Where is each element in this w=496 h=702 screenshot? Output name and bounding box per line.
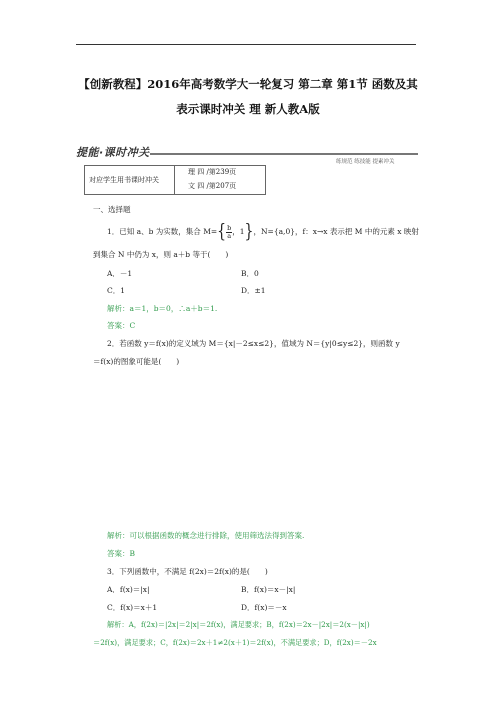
q3-analysis-line2: ＝2f(x)，满足要求；C，f(2x)＝2x＋1≠2(x＋1)＝2f(x)，不满足要求；D，f(2x)＝－2x [93, 638, 377, 647]
q1-analysis: 解析：a＝1，b＝0，∴a＋b＝1. [107, 304, 218, 313]
q2-stem-line1: 2．若函数 y＝f(x)的定义域为 M＝{x|－2≤x≤2}，值域为 N＝{y|0≤y≤2}，则函数 y [107, 339, 400, 348]
q2-stem-line2: ＝f(x)的图象可能是( ) [93, 357, 180, 366]
q3-analysis-line1: 解析：A，f(2x)＝|2x|＝2|x|＝2f(x)，满足要求；B，f(2x)＝2x－|2x|＝2(x－|x|) [107, 620, 370, 629]
q1-option-c: C．1 [107, 286, 126, 295]
info-box-row-li: 理 四 /第239页 [188, 168, 237, 176]
q1-stem-c: ，N={a,0}，f：x→x 表示把 M 中的元素 x 映射 [253, 227, 419, 236]
q3-option-c: C．f(x)＝x＋1 [107, 603, 158, 612]
q3-option-d: D．f(x)＝－x [241, 603, 287, 612]
q1-option-b: B．0 [241, 269, 259, 278]
q1-stem-a: 1．已知 a、b 为实数，集合 M= [107, 227, 218, 236]
q3-option-a: A．f(x)＝|x| [107, 585, 150, 594]
q2-figure-area [93, 372, 423, 522]
q1-stem-b: ，1 [232, 227, 245, 236]
set-brace-left: { [217, 221, 227, 243]
section-heading: 一、选择题 [93, 205, 131, 214]
q1-frac-den: a [227, 231, 232, 240]
q1-answer: 答案：C [107, 321, 136, 330]
q1-option-a: A．－1 [107, 269, 133, 278]
banner-rule [150, 153, 418, 155]
q1-stem-line1 [107, 221, 419, 243]
q1-option-d: D．±1 [241, 286, 266, 295]
banner-subtitle: 练规范 练技能 提素冲关 [336, 159, 395, 165]
info-box-row-wen: 文 四 /第207页 [188, 182, 237, 190]
q2-answer: 答案：B [107, 549, 136, 558]
banner-title: 提能·课时冲关 [76, 146, 150, 159]
q3-option-b: B．f(x)＝x－|x| [241, 585, 296, 594]
info-box-divider [174, 165, 175, 195]
q1-stem-line2: 到集合 N 中仍为 x，则 a＋b 等于( ) [93, 250, 229, 259]
set-brace-right: } [244, 221, 254, 243]
info-box-label: 对应学生用书课时冲关 [89, 176, 159, 184]
document-title-line1: 【创新教程】2016年高考数学大一轮复习 第二章 第1节 函数及其 [78, 77, 418, 91]
q3-stem: 3．下列函数中，不满足 f(2x)＝2f(x)的是( ) [107, 567, 268, 576]
q2-analysis: 解析：可以根据函数的概念进行排除，使用筛选法得到答案. [107, 531, 305, 540]
document-title-line2: 表示课时冲关 理 新人教A版 [176, 102, 320, 116]
q1-frac-num: b [227, 223, 232, 232]
top-rule [76, 44, 416, 45]
